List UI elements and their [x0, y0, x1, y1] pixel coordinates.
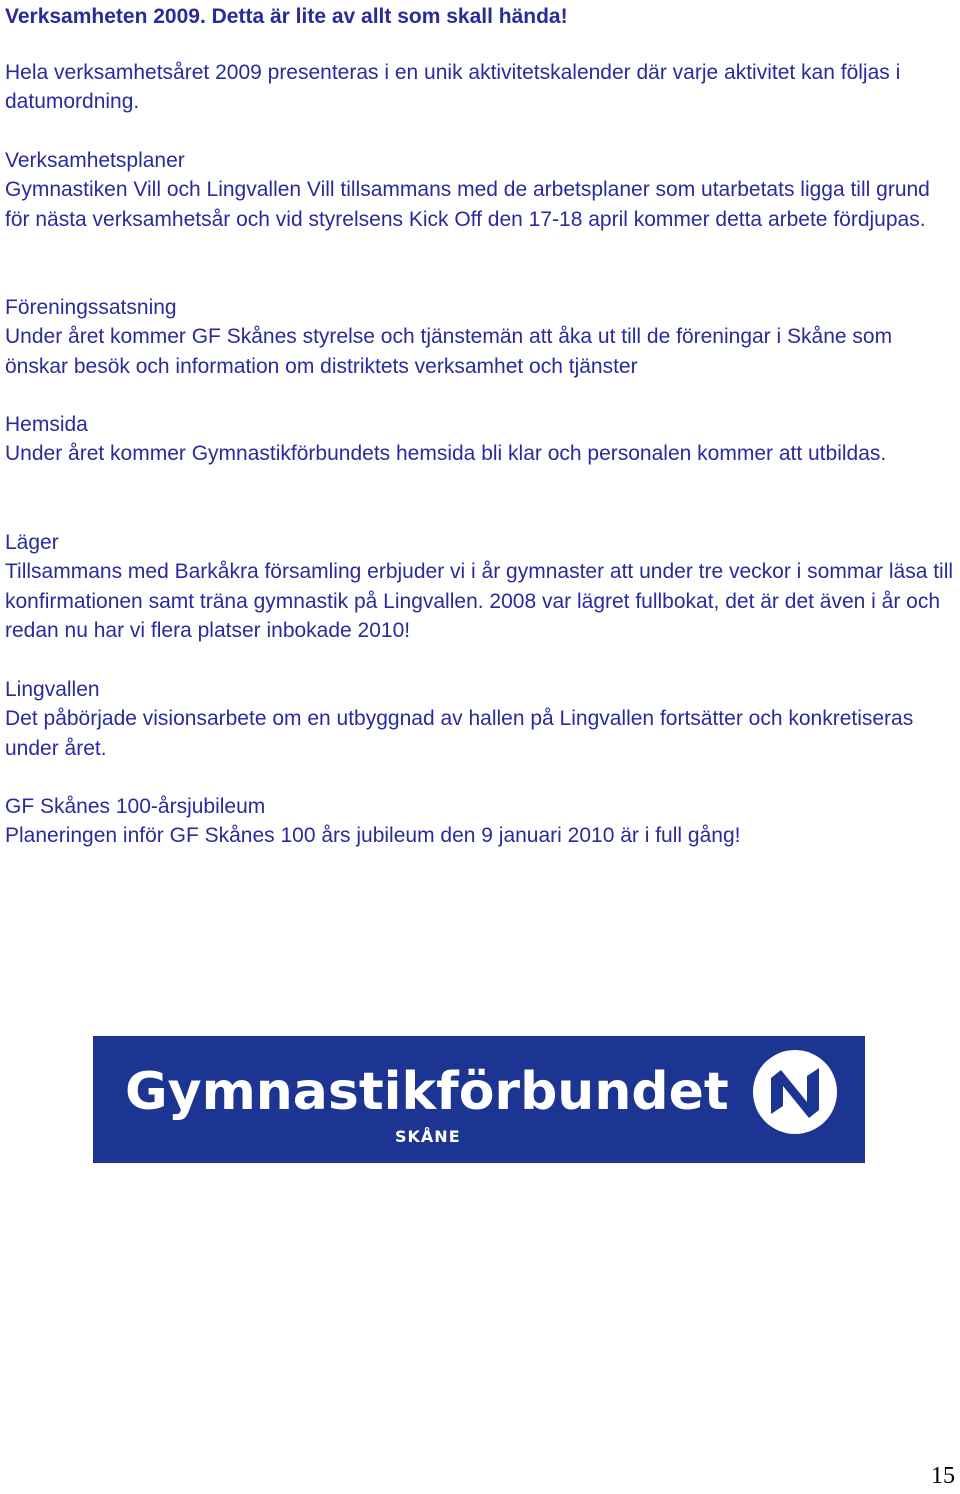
section-lager [5, 528, 957, 646]
section-body: Planeringen inför GF Skånes 100 års jubileum den 9 januari 2010 är i full gång! [5, 824, 741, 848]
section-foreningssatsning [5, 293, 957, 381]
section-title: Läger [5, 531, 59, 554]
gymnastikforbundet-logo [93, 1036, 865, 1163]
section-title: GF Skånes 100-årsjubileum [5, 795, 266, 818]
logo-wordmark: Gymnastikförbundet [125, 1062, 729, 1122]
section-body: Gymnastiken Vill och Lingvallen Vill tillsammans med de arbetsplaner som utarbetats ligga till grund för nästa verksamhetsår och vid styrelsens Kick Off den 17-18 april kommer detta arbete fördjupas. [5, 178, 930, 231]
section-verksamhetsplaner [5, 146, 957, 234]
page-heading: Verksamheten 2009. Detta är lite av allt som skall hända! [5, 5, 568, 28]
section-lingvallen [5, 675, 957, 763]
logo-subtitle: SKÅNE [395, 1127, 461, 1146]
section-body: Under året kommer Gymnastikförbundets hemsida bli klar och personalen kommer att utbildas. [5, 442, 887, 466]
section-body: Det påbörjade visionsarbete om en utbyggnad av hallen på Lingvallen fortsätter och konkretiseras under året. [5, 707, 914, 760]
section-title: Verksamhetsplaner [5, 149, 185, 172]
gymnastikforbundet-logo-mark-icon [751, 1048, 839, 1136]
section-body: Tillsammans med Barkåkra församling erbjuder vi i år gymnaster att under tre veckor i sommar läsa till konfirmationen samt träna gymnastik på Lingvallen. 2008 var lägret fullbokat, det är det även i år och redan nu har vi flera platser inbokade 2010! [5, 560, 954, 643]
section-title: Hemsida [5, 413, 88, 436]
section-title: Lingvallen [5, 678, 100, 701]
page-number: 15 [931, 1463, 955, 1489]
section-body: Under året kommer GF Skånes styrelse och tjänstemän att åka ut till de föreningar i Skåne som önskar besök och information om distriktets verksamhet och tjänster [5, 325, 893, 378]
section-jubileum [5, 792, 957, 851]
section-hemsida [5, 410, 957, 469]
section-title: Föreningssatsning [5, 296, 177, 319]
intro-paragraph: Hela verksamhetsåret 2009 presenteras i en unik aktivitetskalender där varje aktivitet kan följas i datumordning. [5, 61, 901, 114]
